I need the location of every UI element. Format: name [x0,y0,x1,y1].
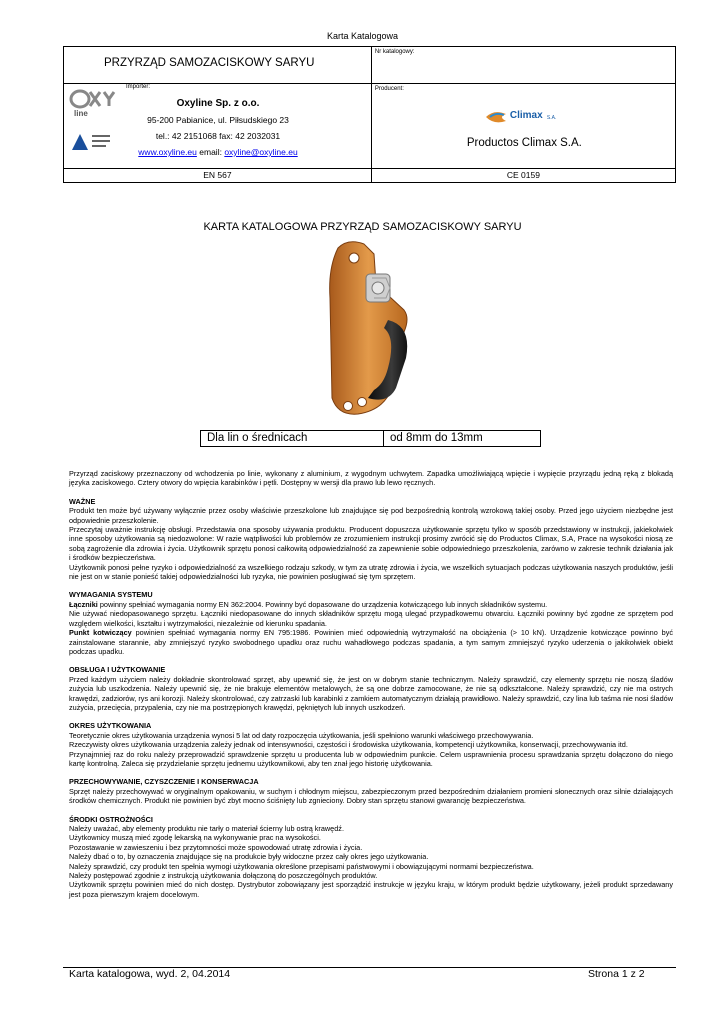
section-title-wymagania: WYMAGANIA SYSTEMU [69,590,153,600]
obsluga-paragraph: Przed każdym użyciem należy dokładnie skontrolować sprzęt, aby upewnić się, że jest on w dobrym stanie technicznym. Należy sprawdzić, czy elementy sprzętu nie noszą śladów zużycia lub uszkodzenia. Należy upewnić się, że nie brakuje elementów metalowych, że są one dobrze zamocowane, że nie są odkształcone. Należy sprawdzić, czy nie ma ostrych krawędzi, zadziorów, rys ani korozji. Należy skontrolować, czy zatrzaski lub karabinki z zamkiem automatycznym działają prawidłowo. Należy sprawdzić, czy lina lub taśma nie nosi śladów zużycia, przecięcia, przypalenia, czy nie ma postrzępionych krawędzi, pękniętych lub innych uszkodzeń. [69,674,673,712]
section-title-okres: OKRES UŻYTKOWANIA [69,721,152,731]
catalog-no-label: Nr katalogowy: [374,49,415,55]
producer-label: Producent: [374,86,404,92]
laczniki-bold: Łączniki [69,599,98,609]
importer-cell [64,84,372,169]
srodki-item: Pozostawanie w zawieszeniu i bez przytomności może spowodować utratę zdrowia i życia. [69,842,363,852]
laczniki-text: powinny spełniać wymagania normy EN 362:2004. Powinny być dopasowane do urządzenia kotwiczącego lub innych składników systemu. [97,599,548,609]
przechowywanie-paragraph: Sprzęt należy przechowywać w oryginalnym opakowaniu, w suchym i chłodnym miejscu, zabezpieczonym przed bezpośrednim działaniem promieni słonecznych oraz silnie działających środków chemicznych. Produkt nie powinien być zbyt mocno ściśnięty lub zgnieciony. Dobry stan sprzętu stanowi gwarancję bezpieczeństwa. [69,786,673,806]
punkt-text: powinien spełniać wymagania normy EN 795:1986. Powinien mieć odpowiednią wytrzymałość na obciążenia (> 10 kN). Urządzenie kotwiczące powinno być zainstalowane starannie, aby zmniejszyć ryzyko swobodnego upadku oraz ruchu wahadłowego podczas spadania, a tym samym zmniejszyć ryzyko uderzenia o jakikolwiek obiekt podczas upadku. [69,628,673,656]
catalog-no-cell [371,47,675,84]
srodki-item: Należy postępować zgodnie z instrukcją użytkowania dołączoną do poszczególnych produktów. [69,871,378,881]
footer-edition: Karta katalogowa, wyd. 2, 04.2014 [69,968,231,980]
product-image [318,238,418,422]
section-title-wazne: WAŻNE [69,496,96,506]
importer-phone: tel.: 42 2151068 fax: 42 2032031 [155,131,281,141]
importer-label: Importer: [126,84,151,90]
spec-label: Dla lin o średnicach [201,431,384,447]
product-title: PRZYRZĄD SAMOZACISKOWY SARYU [104,57,315,69]
section-title-obsluga: OBSŁUGA I UŻYTKOWANIE [69,665,166,675]
importer-address: 95-200 Pabianice, ul. Piłsudskiego 23 [147,115,289,125]
srodki-item: Użytkownik sprzętu powinien mieć do nich dostęp. Dystrybutor zobowiązany jest sporządzić instrukcje w języku kraju, w którym produkt będzie użytkowany, jeżeli produkt sprzedawany jest poza pierwszym krajem docelowym. [69,880,673,899]
section-title-srodki: ŚRODKI OSTROŻNOŚCI [69,814,153,824]
spec-value: od 8mm do 13mm [384,431,541,447]
standard-en-cell: EN 567 [64,169,372,183]
standard-ce-cell: CE 0159 [371,169,675,183]
importer-name: Oxyline Sp. z o.o. [176,98,260,109]
climax-logo-text: Climax [509,110,543,121]
wazne-paragraph-2: Przeczytaj uważnie instrukcję obsługi. Przedstawia ona sposoby używania produktu. Producent dopuszcza użytkowanie sprzętu tylko w sposób przedstawiony w instrukcji, jakiekolwiek inne sposoby użytkowania są niedozwolone: W razie wątpliwości lub problemów ze zrozumieniem instrukcji prosimy zwrócić się do Productos Climax, S.A, Prace na wysokości niosą ze sobą zagrożenie dla zdrowia i życia. Użytkownik sprzętu ponosi całkowitą odpowiedzialność za zapewnienie sobie odpowiedniego przeszkolenia, zarówno w zakresie technik działania jak i środków bezpieczeństwa. [69,525,673,563]
email-label: email: [199,147,222,157]
body-text [69,469,673,899]
footer-page-number: Strona 1 z 2 [588,968,645,980]
srodki-item: Należy sprawdzić, czy produkt ten spełnia wymogi użytkowania określone przepisami państwowymi i obowiązującymi normami bezpieczeństwa. [69,861,534,871]
srodki-item: Użytkownicy muszą mieć zgodę lekarską na wykonywanie prac na wysokości. [69,833,321,843]
climax-logo-suffix: S.A. [546,115,557,121]
wymagania-punkt [69,628,673,656]
okres-paragraph-1: Teoretycznie okres użytkowania urządzenia wynosi 5 lat od daty rozpoczęcia użytkowania, jeśli spełniono warunki właściwego przechowywania. [69,730,534,740]
spec-table [200,430,541,447]
srodki-item: Należy dbać o to, by oznaczenia znajdujące się na produkcie były widoczne przez cały okres jego użytkowania. [69,852,429,862]
header-table [63,46,676,183]
producer-cell [371,84,675,169]
wazne-paragraph-3: Użytkownik ponosi pełne ryzyko i odpowiedzialność za wszelkiego rodzaju szkody, w tym za utratę zdrowia i życia, we wszelkich sytuacjach podczas użytkowania naszych produktów, jeśli nie jest on w stanie ponieść takiej odpowiedzialności lub ryzyka, nie powinien posługiwać się tym sprzętem. [69,562,673,582]
importer-www-link[interactable]: www.oxyline.eu [138,147,197,157]
wymagania-laczniki [69,600,673,609]
wymagania-paragraph-2: Nie używać niedopasowanego sprzętu. Łączniki niedopasowane do innych składników sprzętu mogą ulegać przypadkowemu otwarciu. Łączniki powinny być zgodne ze sprzętem pod względem wielkości, kształtu i wytrzymałości, niezależnie od kierunku spadania. [69,609,673,628]
okres-paragraph-3: Przynajmniej raz do roku należy przeprowadzić sprawdzenie sprzętu u producenta lub w odpowiednim punkcie. Celem usprawnienia procesu sprawdzania sprzętu dołączono do niego kartę kontrolną. Zaleca się przydzielanie sprzętu jednemu użytkownikowi, aby ten znał jego historię użytkowania. [69,749,673,768]
punkt-bold: Punkt kotwiczący [69,628,132,638]
producer-name: Productos Climax S.A. [466,137,582,149]
main-title: KARTA KATALOGOWA PRZYRZĄD SAMOZACISKOWY SARYU [203,221,522,233]
section-title-przechowywanie: PRZECHOWYWANIE, CZYSZCZENIE I KONSERWACJA [69,777,259,787]
wazne-paragraph-1: Produkt ten może być używany wyłącznie przez osoby właściwie przeszkolone lub znajdujące się pod bezpośrednią kontrolą wzrokową takiej osoby. Przed jego użyciem niezbędne jest odpowiednie przeszkolenie. [69,506,673,525]
okres-paragraph-2: Rzeczywisty okres użytkowania urządzenia zależy jednak od intensywności, częstości i środowiska użytkowania, kompetencji użytkownika, konserwacji, przechowywania itd. [69,740,628,750]
intro-paragraph: Przyrząd zaciskowy przeznaczony od wchodzenia po linie, wykonany z aluminium, z wygodnym uchwytem. Zapadka umożliwiającą wpięcie i wypięcie przyrządu jedną ręką z blokadą języka zaciskowego. Cztery otwory do wpięcia karabinków i pętli. Dostępny w wersji dla prawo lub lewo ręcznych. [69,469,673,488]
product-title-cell [64,47,372,84]
importer-contact [64,147,372,157]
srodki-item: Należy uważać, aby elementy produktu nie tarły o materiał ścierny lub ostrą krawędź. [69,824,344,833]
document-header: Karta Katalogowa [326,31,399,41]
svg-text:line: line [74,109,88,118]
importer-email-link[interactable]: oxyline@oxyline.eu [224,147,298,157]
